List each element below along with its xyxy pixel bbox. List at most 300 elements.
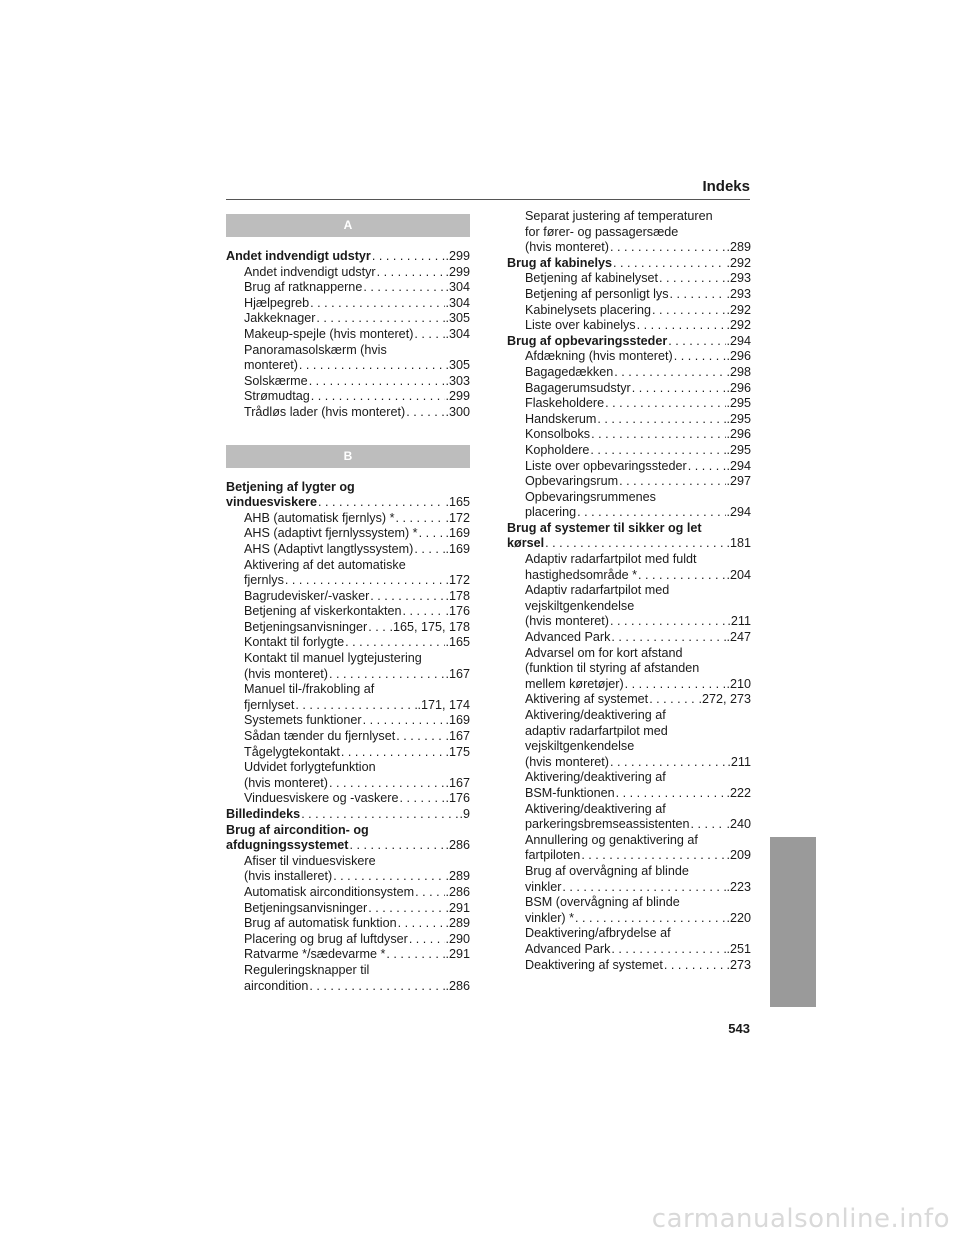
page-reference: .220	[726, 910, 751, 925]
entry-text-line: for fører- og passagersæde	[525, 224, 679, 239]
index-subentry	[226, 760, 470, 791]
page-reference: .299	[445, 389, 470, 404]
page-reference: .293	[726, 286, 751, 301]
dot-leader	[308, 374, 446, 390]
entry-text-line: adaptiv radarfartpilot med	[525, 723, 668, 738]
entry-text-line: (funktion til styring af afstanden	[525, 661, 700, 676]
dot-leader	[663, 958, 727, 974]
index-subentry	[507, 427, 751, 443]
dot-leader	[300, 807, 459, 823]
dot-leader	[687, 459, 727, 475]
index-subentry	[226, 932, 470, 948]
entry-text-line: BSM (overvågning af blinde	[525, 895, 680, 910]
dot-leader	[309, 296, 445, 312]
entry-text: hastighedsområde *	[525, 567, 638, 582]
index-entry	[507, 521, 751, 552]
dot-leader	[298, 358, 446, 374]
index-subentry	[226, 374, 470, 390]
page-reference: .204	[726, 567, 751, 582]
index-entry	[226, 480, 470, 511]
entry-text: Brug af ratknapperne	[244, 280, 363, 295]
entry-text-line: Adaptiv radarfartpilot med	[525, 583, 670, 598]
entry-text-line: Brug af overvågning af blinde	[525, 863, 689, 878]
dot-leader	[590, 427, 726, 443]
page-reference: .211	[727, 614, 751, 629]
index-subentry	[507, 958, 751, 974]
page-reference: .299	[445, 264, 470, 279]
page-reference: .297	[726, 474, 751, 489]
entry-text: Afdækning (hvis monteret)	[525, 349, 673, 364]
entry-text: Brug af opbevaringssteder	[507, 333, 668, 348]
index-subentry	[226, 901, 470, 917]
index-subentry	[226, 854, 470, 885]
dot-leader	[397, 916, 446, 932]
dot-leader	[348, 838, 445, 854]
page-reference: .305	[445, 358, 470, 373]
entry-text-line: Annullering og genaktivering af	[525, 832, 698, 847]
index-subentry	[226, 280, 470, 296]
entry-text: (hvis installeret)	[244, 869, 333, 884]
index-subentry	[226, 729, 470, 745]
page-reference: .298	[726, 364, 751, 379]
dot-leader	[310, 389, 446, 405]
entry-text: placering	[525, 505, 577, 520]
index-subentry	[507, 271, 751, 287]
header-title: Indeks	[702, 178, 750, 195]
entry-text-line: Opbevaringsrummenes	[525, 489, 656, 504]
dot-leader	[362, 713, 446, 729]
index-subentry	[226, 620, 470, 636]
page-reference: .222	[726, 785, 751, 800]
page-reference: .295	[726, 396, 751, 411]
index-subentry	[507, 708, 751, 770]
dot-leader	[669, 287, 727, 303]
entry-text: Liste over kabinelys	[525, 318, 636, 333]
dot-leader	[414, 885, 445, 901]
dot-leader	[402, 604, 446, 620]
entry-text: (hvis monteret)	[525, 614, 609, 629]
entry-text: Vinduesviskere og -vaskere	[244, 791, 399, 806]
entry-text: Billedindeks	[226, 807, 301, 821]
dot-leader	[394, 511, 445, 527]
dot-leader	[596, 412, 726, 428]
dot-leader	[408, 932, 446, 948]
index-subentry	[507, 646, 751, 693]
page-reference: .296	[726, 427, 751, 442]
index-subentry	[226, 542, 470, 558]
dot-leader	[405, 405, 445, 421]
entry-text-line: Adaptiv radarfartpilot med fuldt	[525, 552, 697, 567]
page-reference: .165, 175, 178	[389, 619, 470, 634]
entry-text: Handskerum	[525, 411, 597, 426]
entry-text: vinkler	[525, 879, 562, 894]
page-reference: .295	[726, 411, 751, 426]
entry-text: Systemets funktioner	[244, 713, 362, 728]
entry-text: Liste over opbevaringssteder	[525, 458, 687, 473]
dot-leader	[367, 901, 445, 917]
page-reference: .296	[726, 349, 751, 364]
entry-text-line: Separat justering af temperaturen	[525, 209, 713, 223]
entry-text: Brug af kabinelys	[507, 255, 612, 270]
dot-leader	[385, 947, 445, 963]
entry-text-line: Brug af systemer til sikker og let	[507, 520, 702, 535]
index-subentry	[507, 770, 751, 801]
page-reference: .210	[726, 676, 751, 691]
entry-text-line: Deaktivering/afbrydelse af	[525, 926, 671, 941]
page-reference: .181	[726, 536, 751, 551]
index-subentry	[226, 885, 470, 901]
index-subentry	[507, 552, 751, 583]
index-subentry	[507, 443, 751, 459]
page-reference: .247	[726, 630, 751, 645]
entry-text: Jakkeknager	[244, 311, 316, 326]
watermark: carmanualsonline.info	[651, 1204, 950, 1234]
entry-text-line: Udvidet forlygtefunktion	[244, 760, 376, 775]
page-reference: .172	[445, 573, 470, 588]
page-reference: .289	[445, 916, 470, 931]
page-reference: .303	[445, 373, 470, 388]
index-subentry	[507, 412, 751, 428]
dot-leader	[317, 495, 445, 511]
index-subentry	[507, 895, 751, 926]
dot-leader	[589, 443, 726, 459]
dot-leader	[315, 311, 445, 327]
entry-text: Trådløs lader (hvis monteret)	[244, 404, 406, 419]
entry-text: Andet indvendigt udstyr	[244, 264, 376, 279]
page-reference: .273	[726, 957, 751, 972]
entry-text-line: Advarsel om for kort afstand	[525, 645, 683, 660]
entry-text: (hvis monteret)	[244, 775, 328, 790]
entry-text: (hvis monteret)	[525, 754, 609, 769]
page-reference: .176	[445, 604, 470, 619]
page-reference: .300	[445, 404, 470, 419]
index-subentry	[226, 713, 470, 729]
page-reference: .294	[726, 505, 751, 520]
entry-text: Andet indvendigt udstyr	[226, 249, 371, 263]
dot-leader	[610, 630, 726, 646]
entry-text: Advanced Park	[525, 630, 611, 645]
entry-text: Tågelygtekontakt	[244, 744, 340, 759]
index-subentry	[507, 303, 751, 319]
dot-leader	[369, 589, 445, 605]
entry-text-line: Panoramasolskærm (hvis	[244, 342, 387, 357]
index-subentry	[226, 604, 470, 620]
page-reference: .295	[726, 442, 751, 457]
entry-text: AHB (automatisk fjernlys) *	[244, 510, 395, 525]
dot-leader	[328, 667, 446, 683]
entry-text: Kopholdere	[525, 442, 590, 457]
page-reference: .299	[445, 249, 470, 263]
dot-leader	[609, 240, 727, 256]
index-subentry	[507, 396, 751, 412]
entry-text: kørsel	[507, 536, 545, 551]
index-subentry	[507, 349, 751, 365]
dot-leader	[344, 635, 445, 651]
page-reference: .175	[445, 744, 470, 759]
entry-text-line: Reguleringsknapper til	[244, 962, 370, 977]
index-column-left	[226, 214, 470, 994]
entry-text-line: Kontakt til manuel lygtejustering	[244, 651, 422, 666]
page-reference: .305	[445, 311, 470, 326]
page-reference: .211	[727, 754, 751, 769]
page-reference: .286	[445, 884, 470, 899]
dot-leader	[362, 280, 445, 296]
page-reference: .292	[726, 318, 751, 333]
entry-text: BSM-funktionen	[525, 785, 615, 800]
entry-text: mellem køretøjer)	[525, 676, 624, 691]
page-reference: .171, 174	[417, 697, 470, 712]
entry-text-line: Aktivering/deaktivering af	[525, 801, 666, 816]
page-reference: .172	[445, 510, 470, 525]
entry-text-line: Brug af aircondition- og	[226, 822, 369, 837]
entry-text: Betjening af personligt lys	[525, 286, 669, 301]
index-subentry	[226, 589, 470, 605]
page-reference: .176	[445, 791, 470, 806]
dot-leader	[376, 265, 446, 281]
index-subentry	[226, 791, 470, 807]
index-subentry	[226, 343, 470, 374]
page-reference: .165	[445, 495, 470, 510]
index-subentry	[226, 265, 470, 281]
entry-text: parkeringsbremseassistenten	[525, 817, 690, 832]
page-number: 543	[728, 1021, 750, 1036]
page-reference: .292	[726, 302, 751, 317]
index-subentry	[507, 630, 751, 646]
entry-text: Brug af automatisk funktion	[244, 916, 397, 931]
entry-text-line: Manuel til-/frakobling af	[244, 682, 375, 697]
entry-text: Kontakt til forlygte	[244, 635, 345, 650]
entry-text-line: Aktivering/deaktivering af	[525, 770, 666, 785]
entry-text-line: Afiser til vinduesviskere	[244, 853, 376, 868]
dot-leader	[580, 848, 726, 864]
page-reference: .289	[445, 869, 470, 884]
index-subentry	[226, 526, 470, 542]
entry-text: Betjening af kabinelyset	[525, 271, 659, 286]
entry-text-line: Betjening af lygter og	[226, 479, 355, 494]
page-reference: .304	[445, 326, 470, 341]
index-entry	[226, 823, 470, 854]
entry-text: afdugningssystemet	[226, 838, 349, 853]
index-subentry	[226, 682, 470, 713]
page-reference: .169	[445, 526, 470, 541]
index-subentry	[226, 311, 470, 327]
entry-text: Placering og brug af luftdyser	[244, 931, 408, 946]
page-reference: .209	[726, 848, 751, 863]
entry-text: Opbevaringsrum	[525, 474, 619, 489]
dot-leader	[340, 745, 446, 761]
index-subentry	[507, 459, 751, 475]
page-reference: .294	[726, 333, 751, 348]
dot-leader	[294, 698, 417, 714]
dot-leader	[367, 620, 389, 636]
index-subentry	[226, 651, 470, 682]
page-reference: .294	[726, 458, 751, 473]
index-subentry	[507, 365, 751, 381]
page-reference: .304	[445, 280, 470, 295]
dot-leader	[413, 327, 445, 343]
index-subentry	[507, 287, 751, 303]
dot-leader	[328, 776, 446, 792]
index-subentry	[507, 209, 751, 256]
entry-text: Strømudtag	[244, 389, 310, 404]
page-reference: .178	[445, 588, 470, 603]
page-reference: .290	[445, 931, 470, 946]
page-reference: .291	[445, 947, 470, 962]
page-reference: .169	[445, 541, 470, 556]
dot-leader	[561, 880, 726, 896]
dot-leader	[612, 256, 727, 272]
index-subentry	[507, 692, 751, 708]
dot-leader	[609, 755, 727, 771]
dot-leader	[284, 573, 446, 589]
entry-text: fjernlyset	[244, 697, 295, 712]
dot-leader	[631, 381, 727, 397]
page-reference: .251	[726, 941, 751, 956]
entry-text: Kabinelysets placering	[525, 302, 652, 317]
page-reference: .296	[726, 380, 751, 395]
dot-leader	[637, 568, 726, 584]
index-subentry	[226, 635, 470, 651]
page-reference: .9	[459, 807, 470, 821]
dot-leader	[418, 526, 446, 542]
entry-text: Hjælpegreb	[244, 295, 310, 310]
entry-text: Flaskeholdere	[525, 396, 605, 411]
index-subentry	[507, 802, 751, 833]
index-subentry	[507, 490, 751, 521]
dot-leader	[673, 349, 727, 365]
entry-text-line: vejskiltgenkendelse	[525, 739, 635, 754]
page-reference: .286	[445, 978, 470, 993]
index-subentry	[507, 864, 751, 895]
entry-text: Automatisk airconditionsystem	[244, 884, 415, 899]
index-subentry	[226, 327, 470, 343]
entry-text: Betjening af viskerkontakten	[244, 604, 402, 619]
page-reference: .272, 273	[698, 692, 751, 707]
page-reference: .286	[445, 838, 470, 853]
entry-text: Makeup-spejle (hvis monteret)	[244, 326, 414, 341]
dot-leader	[371, 249, 446, 265]
page-reference: .167	[445, 775, 470, 790]
entry-text: monteret)	[244, 358, 298, 373]
index-entry	[507, 334, 751, 350]
entry-text: vinkler) *	[525, 910, 574, 925]
entry-text: Solskærme	[244, 373, 308, 388]
header-rule	[226, 199, 750, 200]
page-reference: .167	[445, 729, 470, 744]
page-reference: .240	[726, 817, 751, 832]
dot-leader	[658, 271, 726, 287]
page-reference: .293	[726, 271, 751, 286]
index-entry	[507, 256, 751, 272]
entry-text: (hvis monteret)	[244, 666, 328, 681]
entry-text: fjernlys	[244, 573, 284, 588]
dot-leader	[636, 318, 727, 334]
dot-leader	[690, 817, 727, 833]
entry-text: Konsolboks	[525, 427, 591, 442]
index-subentry	[226, 916, 470, 932]
dot-leader	[574, 911, 726, 927]
dot-leader	[610, 942, 726, 958]
dot-leader	[398, 791, 445, 807]
page-reference: .169	[445, 713, 470, 728]
index-subentry	[507, 318, 751, 334]
page-reference: .165	[445, 635, 470, 650]
entry-text-line: Aktivering/deaktivering af	[525, 708, 666, 722]
entry-text: Sådan tænder du fjernlyset	[244, 729, 396, 744]
index-subentry	[226, 745, 470, 761]
index-subentry	[226, 963, 470, 994]
index-subentry	[226, 558, 470, 589]
index-subentry	[226, 511, 470, 527]
index-entry	[226, 249, 470, 265]
entry-text: Betjeningsanvisninger	[244, 900, 368, 915]
entry-text: Betjeningsanvisninger	[244, 619, 368, 634]
entry-text: vinduesviskere	[226, 495, 318, 510]
entry-text: Bagrudevisker/-vasker	[244, 588, 370, 603]
chapter-tab	[770, 837, 816, 1007]
dot-leader	[544, 536, 726, 552]
entry-text: AHS (adaptivt fjernlyssystem) *	[244, 526, 418, 541]
page-reference: .223	[726, 879, 751, 894]
entry-text: aircondition	[244, 978, 309, 993]
dot-leader	[618, 474, 726, 490]
dot-leader	[576, 505, 726, 521]
entry-text: AHS (Adaptivt langtlyssystem)	[244, 541, 414, 556]
dot-leader	[609, 614, 727, 630]
dot-leader	[651, 303, 726, 319]
index-subentry	[226, 405, 470, 421]
entry-text: Aktivering af systemet	[525, 692, 649, 707]
page-reference: .167	[445, 666, 470, 681]
page-reference: .304	[445, 295, 470, 310]
page-reference: .291	[445, 900, 470, 915]
dot-leader	[395, 729, 445, 745]
page-reference: .292	[726, 255, 751, 270]
entry-text-line: Aktivering af det automatiske	[244, 557, 406, 572]
dot-leader	[624, 677, 727, 693]
entry-text: Bagagedækken	[525, 364, 614, 379]
dot-leader	[332, 869, 445, 885]
section-header-a: A	[226, 214, 470, 237]
index-subentry	[507, 926, 751, 957]
entry-text: Deaktivering af systemet	[525, 957, 663, 972]
index-column-right	[507, 209, 751, 973]
index-subentry	[507, 474, 751, 490]
section-header-b: B	[226, 445, 470, 468]
dot-leader	[613, 365, 726, 381]
index-subentry	[226, 389, 470, 405]
dot-leader	[648, 692, 698, 708]
entry-text: Advanced Park	[525, 941, 611, 956]
index-subentry	[507, 583, 751, 630]
index-subentry	[226, 947, 470, 963]
index-entry	[226, 807, 470, 823]
dot-leader	[308, 979, 445, 995]
dot-leader	[604, 396, 726, 412]
index-subentry	[226, 296, 470, 312]
entry-text: Ratvarme */sædevarme *	[244, 947, 386, 962]
index-subentry	[507, 381, 751, 397]
dot-leader	[413, 542, 445, 558]
index-subentry	[507, 833, 751, 864]
page-reference: .289	[726, 240, 751, 255]
entry-text: fartpiloten	[525, 848, 581, 863]
entry-text-line: vejskiltgenkendelse	[525, 598, 635, 613]
entry-text: (hvis monteret)	[525, 240, 609, 255]
dot-leader	[615, 786, 727, 802]
entry-text: Bagagerumsudstyr	[525, 380, 631, 395]
dot-leader	[667, 334, 726, 350]
